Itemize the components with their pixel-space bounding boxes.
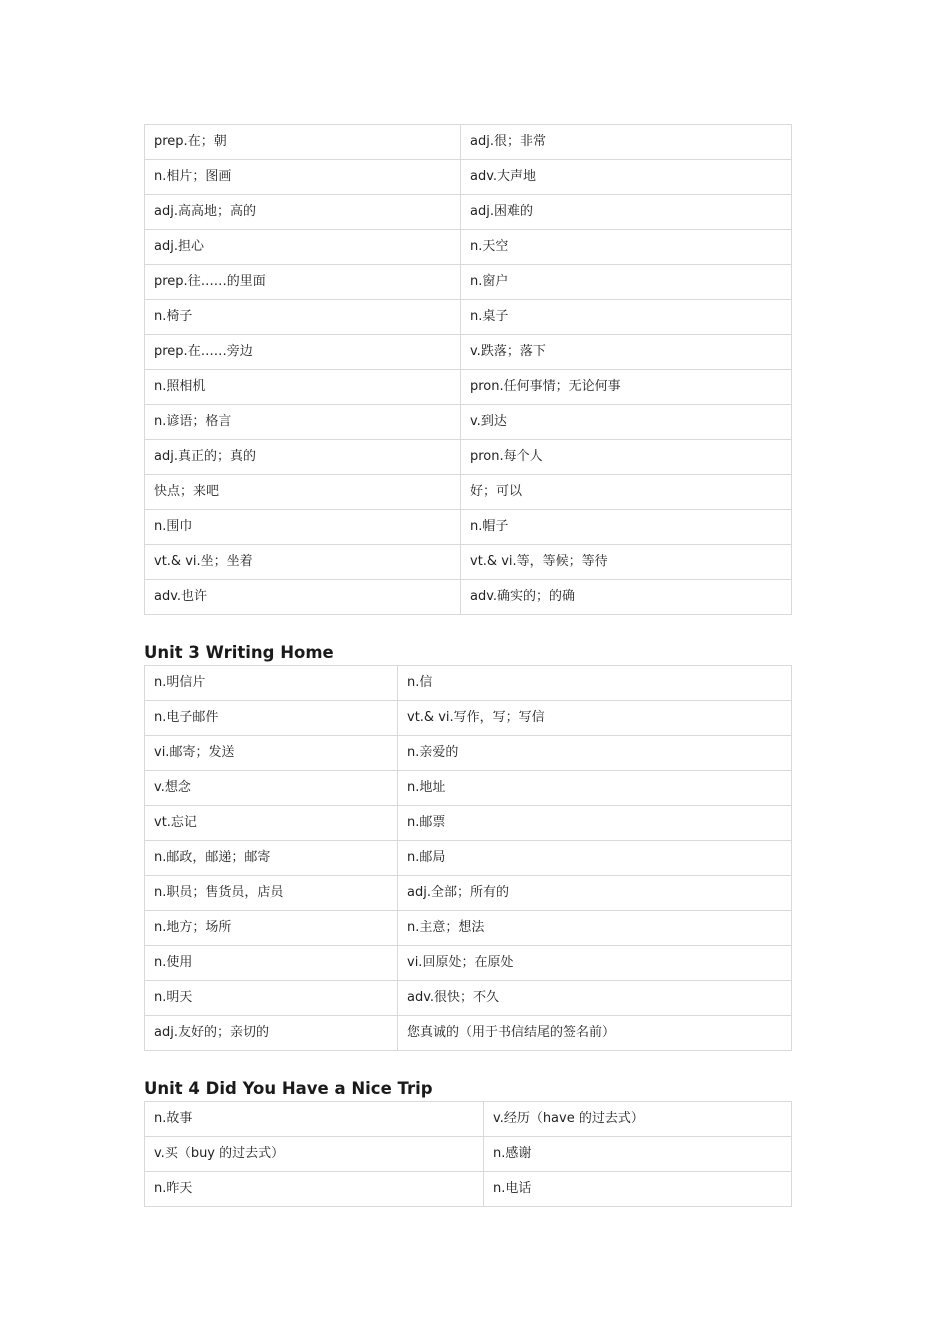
table-cell-left: prep.在……旁边 xyxy=(145,335,461,370)
table-cell-left: n.椅子 xyxy=(145,300,461,335)
table-cell-right: n.桌子 xyxy=(461,300,792,335)
table-cell-left: n.照相机 xyxy=(145,370,461,405)
table-cell-left: vi.邮寄；发送 xyxy=(145,736,398,771)
table-cell-left: n.故事 xyxy=(145,1102,484,1137)
table-row xyxy=(145,1102,792,1137)
table-cell-left: n.使用 xyxy=(145,946,398,981)
table-cell-right: n.邮局 xyxy=(398,841,792,876)
table-row xyxy=(145,405,792,440)
table-row xyxy=(145,230,792,265)
table-row xyxy=(145,771,792,806)
table-cell-right: vi.回原处；在原处 xyxy=(398,946,792,981)
table-cell-right: n.天空 xyxy=(461,230,792,265)
table-row xyxy=(145,876,792,911)
table-row xyxy=(145,160,792,195)
table-cell-right: 您真诚的（用于书信结尾的签名前） xyxy=(398,1016,792,1051)
vocab-table-unit-4 xyxy=(144,1101,792,1207)
table-cell-right: pron.每个人 xyxy=(461,440,792,475)
table-row xyxy=(145,841,792,876)
table-cell-left: n.围巾 xyxy=(145,510,461,545)
table-row xyxy=(145,580,792,615)
table-cell-left: n.明天 xyxy=(145,981,398,1016)
table-cell-left: v.买（buy 的过去式） xyxy=(145,1137,484,1172)
vocab-table-unit-3 xyxy=(144,665,792,1051)
table-cell-right: n.主意；想法 xyxy=(398,911,792,946)
table-cell-right: adv.大声地 xyxy=(461,160,792,195)
table-row xyxy=(145,335,792,370)
table-cell-left: n.明信片 xyxy=(145,666,398,701)
table-cell-left: v.想念 xyxy=(145,771,398,806)
table-row xyxy=(145,1137,792,1172)
table-cell-left: adv.也许 xyxy=(145,580,461,615)
table-row xyxy=(145,440,792,475)
table-cell-right: n.窗户 xyxy=(461,265,792,300)
table-cell-left: vt.忘记 xyxy=(145,806,398,841)
table-row xyxy=(145,1016,792,1051)
table-row xyxy=(145,265,792,300)
document-page xyxy=(144,124,792,1207)
table-cell-left: adj.担心 xyxy=(145,230,461,265)
table-cell-right: n.感谢 xyxy=(484,1137,792,1172)
table-cell-right: adj.全部；所有的 xyxy=(398,876,792,911)
table-cell-right: vt.& vi.等，等候；等待 xyxy=(461,545,792,580)
table-cell-right: adj.困难的 xyxy=(461,195,792,230)
table-cell-left: n.昨天 xyxy=(145,1172,484,1207)
table-cell-right: vt.& vi.写作，写；写信 xyxy=(398,701,792,736)
table-cell-left: n.职员；售货员，店员 xyxy=(145,876,398,911)
table-cell-right: v.经历（have 的过去式） xyxy=(484,1102,792,1137)
table-row xyxy=(145,806,792,841)
table-cell-right: adj.很；非常 xyxy=(461,125,792,160)
table-row xyxy=(145,370,792,405)
table-cell-right: n.帽子 xyxy=(461,510,792,545)
table-row xyxy=(145,195,792,230)
table-cell-left: n.电子邮件 xyxy=(145,701,398,736)
table-cell-right: n.电话 xyxy=(484,1172,792,1207)
table-cell-right: n.亲爱的 xyxy=(398,736,792,771)
table-row xyxy=(145,981,792,1016)
table-row xyxy=(145,666,792,701)
table-cell-right: n.地址 xyxy=(398,771,792,806)
table-row xyxy=(145,911,792,946)
table-cell-right: n.信 xyxy=(398,666,792,701)
table-row xyxy=(145,736,792,771)
table-cell-right: n.邮票 xyxy=(398,806,792,841)
section-title-unit-4: Unit 4 Did You Have a Nice Trip xyxy=(144,1079,433,1098)
table-cell-left: prep.在；朝 xyxy=(145,125,461,160)
table-cell-left: adj.真正的；真的 xyxy=(145,440,461,475)
table-cell-left: 快点；来吧 xyxy=(145,475,461,510)
table-cell-right: pron.任何事情；无论何事 xyxy=(461,370,792,405)
table-cell-left: n.邮政，邮递；邮寄 xyxy=(145,841,398,876)
table-cell-left: n.谚语；格言 xyxy=(145,405,461,440)
table-cell-left: prep.往……的里面 xyxy=(145,265,461,300)
table-row xyxy=(145,701,792,736)
table-row xyxy=(145,545,792,580)
section-title-unit-3: Unit 3 Writing Home xyxy=(144,643,334,662)
table-row xyxy=(145,1172,792,1207)
table-cell-left: adj.高高地；高的 xyxy=(145,195,461,230)
table-cell-right: v.到达 xyxy=(461,405,792,440)
table-row xyxy=(145,125,792,160)
table-row xyxy=(145,475,792,510)
table-cell-left: n.相片；图画 xyxy=(145,160,461,195)
table-row xyxy=(145,510,792,545)
table-cell-right: adv.很快；不久 xyxy=(398,981,792,1016)
table-cell-left: n.地方；场所 xyxy=(145,911,398,946)
table-cell-left: adj.友好的；亲切的 xyxy=(145,1016,398,1051)
table-row xyxy=(145,300,792,335)
table-cell-right: 好；可以 xyxy=(461,475,792,510)
table-row xyxy=(145,946,792,981)
vocab-table-unit-2 xyxy=(144,124,792,615)
table-cell-right: adv.确实的；的确 xyxy=(461,580,792,615)
table-cell-right: v.跌落；落下 xyxy=(461,335,792,370)
table-cell-left: vt.& vi.坐；坐着 xyxy=(145,545,461,580)
